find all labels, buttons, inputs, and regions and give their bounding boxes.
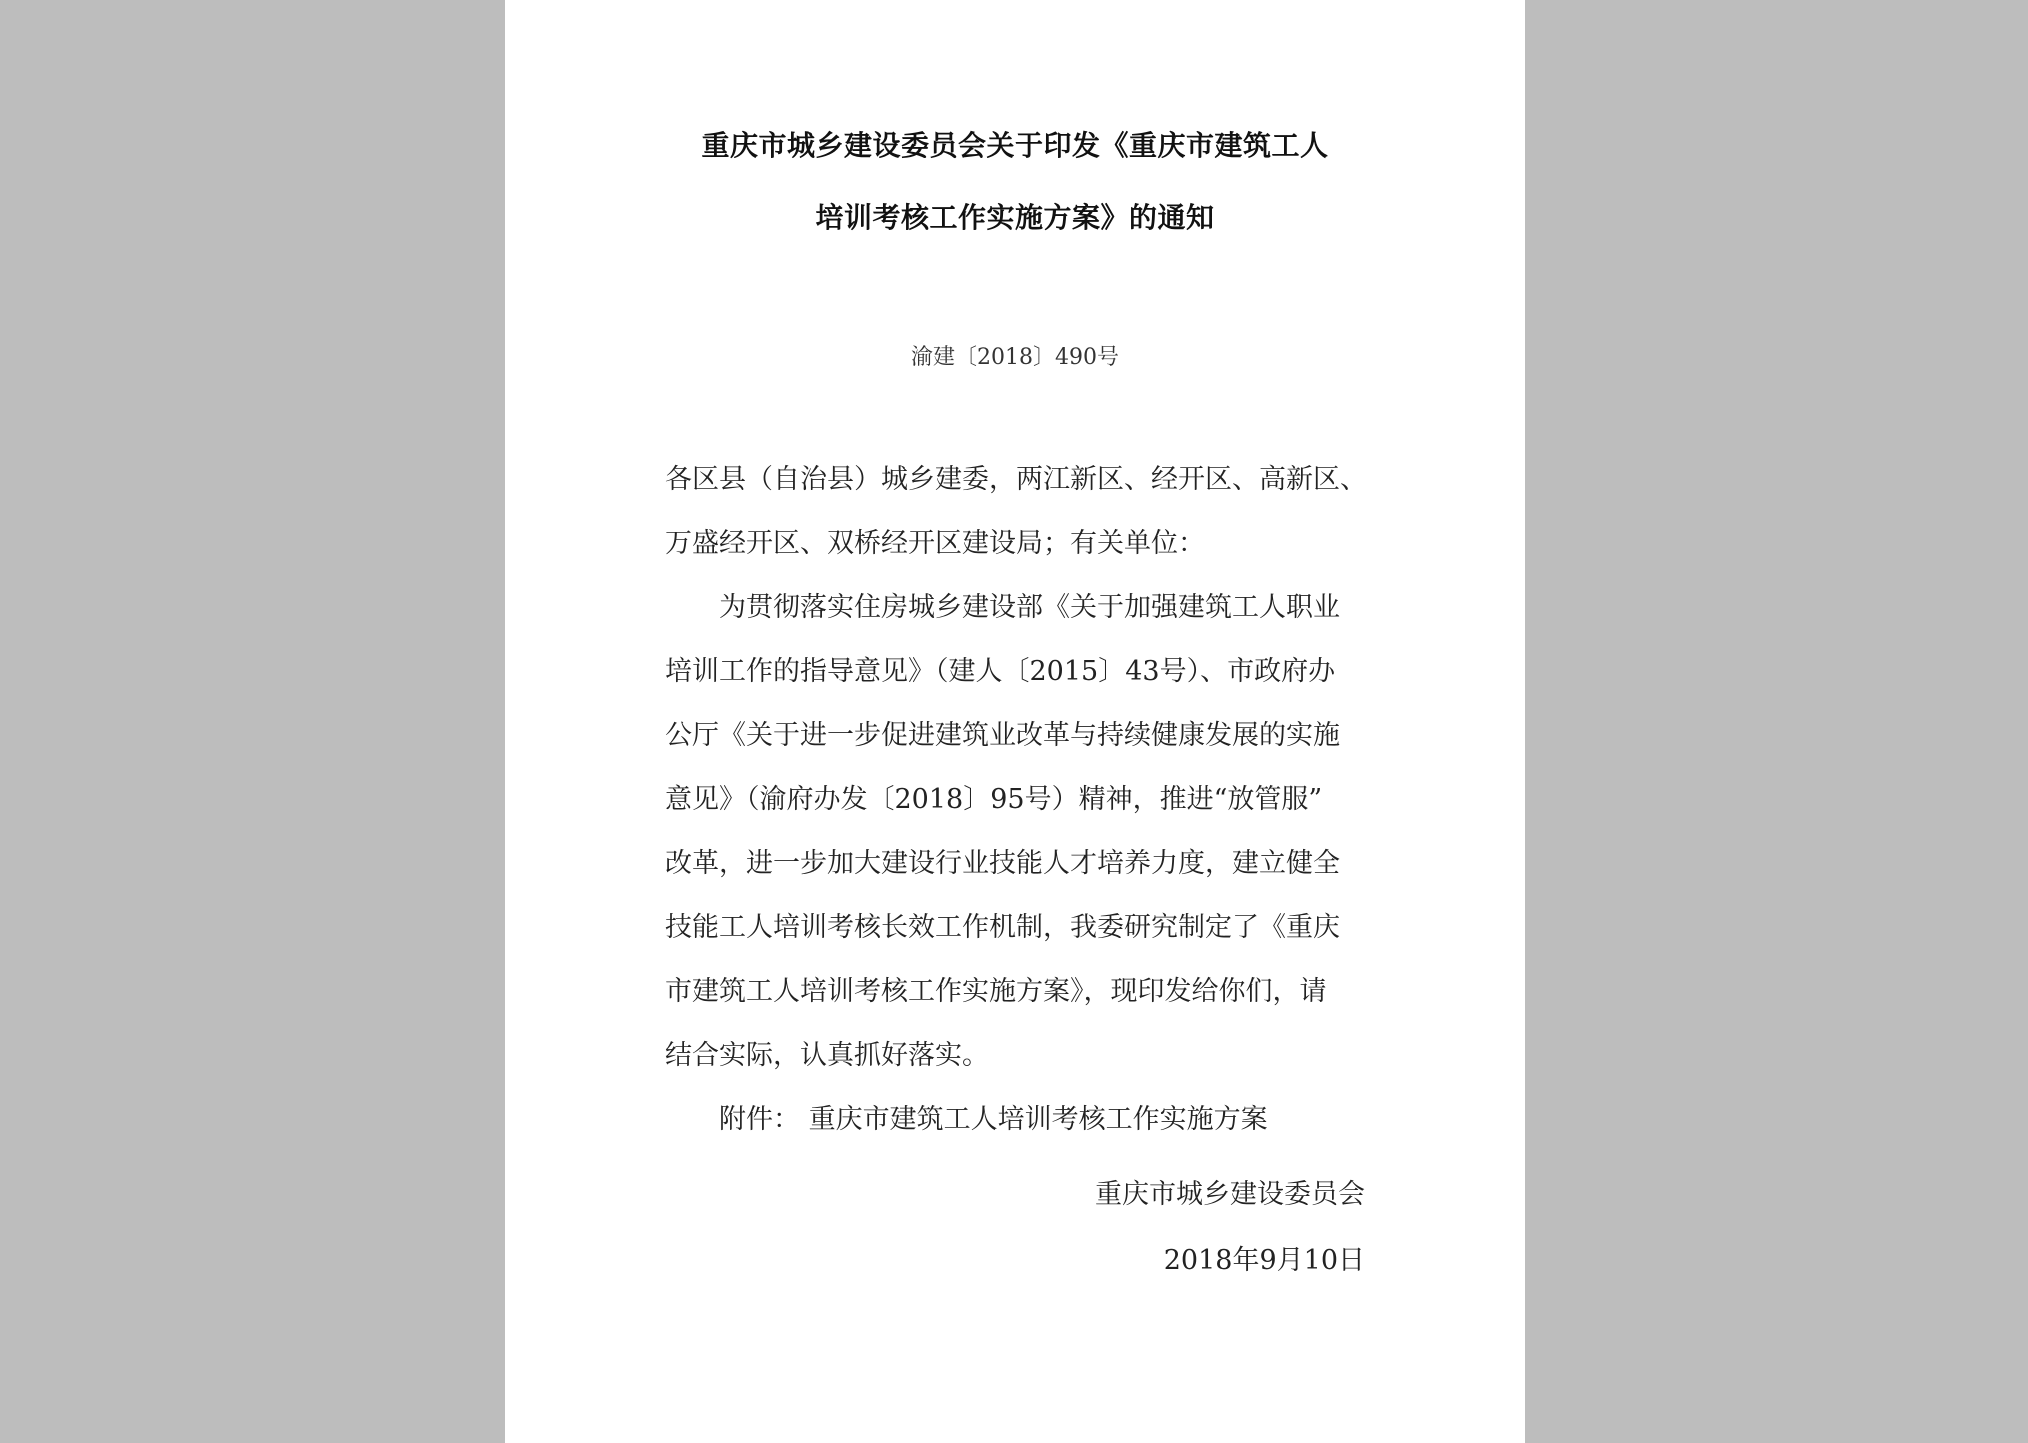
body-line: 市建筑工人培训考核工作实施方案》，现印发给你们，请: [665, 976, 1327, 1007]
document-title-line-1: 重庆市城乡建设委员会关于印发《重庆市建筑工人: [701, 129, 1329, 162]
body-line: 结合实际，认真抓好落实。: [665, 1040, 989, 1071]
body-line: 改革，进一步加大建设行业技能人才培养力度，建立健全: [665, 848, 1340, 879]
document-page: [505, 0, 1525, 1443]
body-line: 为贯彻落实住房城乡建设部《关于加强建筑工人职业: [719, 592, 1340, 623]
signature-organization: 重庆市城乡建设委员会: [1095, 1179, 1365, 1210]
attachment-line: 附件： 重庆市建筑工人培训考核工作实施方案: [719, 1104, 1268, 1135]
body-line: 公厅《关于进一步促进建筑业改革与持续健康发展的实施: [665, 720, 1340, 751]
body-line: 培训工作的指导意见》（建人〔2015〕43号）、市政府办: [665, 656, 1336, 687]
signature-date: 2018年9月10日: [1163, 1245, 1365, 1276]
addressee-line: 万盛经开区、双桥经开区建设局；有关单位：: [665, 528, 1205, 559]
document-number: 渝建〔2018〕490号: [911, 345, 1119, 370]
document-body: [665, 448, 1405, 1152]
body-line: 技能工人培训考核长效工作机制，我委研究制定了《重庆: [665, 912, 1340, 943]
document-title-line-2: 培训考核工作实施方案》的通知: [815, 201, 1215, 234]
body-line: 意见》（渝府办发〔2018〕95号）精神，推进“放管服”: [665, 784, 1323, 815]
addressee-line: 各区县（自治县）城乡建委，两江新区、经开区、高新区、: [665, 464, 1367, 495]
